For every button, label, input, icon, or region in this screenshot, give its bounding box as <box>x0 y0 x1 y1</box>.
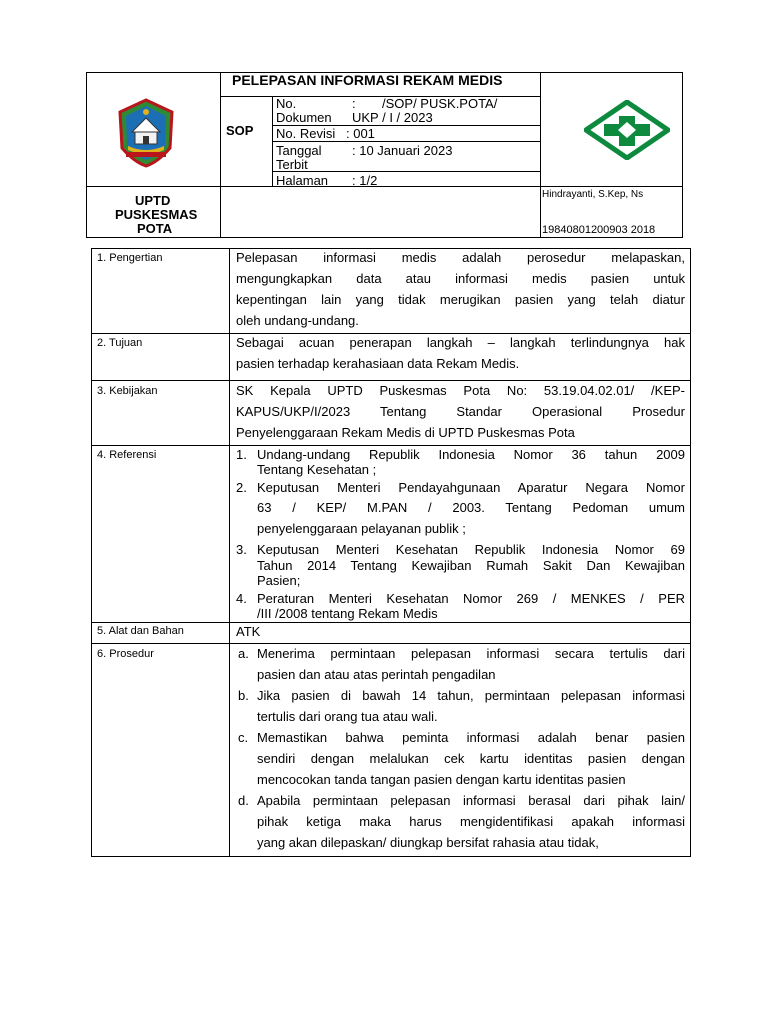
alat-bahan-value: ATK <box>236 624 261 639</box>
prosedur-line: yang akan dilepaskan/ diungkap bersifat rahasia atau tidak, <box>257 835 599 850</box>
pengertian-line: Pelepasan informasi medis adalah perosedur melapaskan, <box>236 250 685 265</box>
kebijakan-line: KAPUS/UKP/I/2023 Tentang Standar Operasional Prosedur <box>236 404 685 419</box>
section-label-pengertian: 1. Pengertian <box>97 252 163 264</box>
referensi-line: Tentang Kesehatan ; <box>257 462 377 477</box>
doc-number-label-1: No. <box>276 96 297 111</box>
referensi-line: Undang-undang Republik Indonesia Nomor 36 tahun 2009 <box>257 447 685 462</box>
referensi-line: /III /2008 tentang Rekam Medis <box>257 606 438 621</box>
prosedur-line: Apabila permintaan pelepasan informasi berasal dari pihak lain/ <box>257 793 685 808</box>
signatory-nip: 19840801200903 2018 <box>542 224 656 236</box>
referensi-line: penyelenggaraan pelayanan publik ; <box>257 521 466 536</box>
revision-value: : 001 <box>346 126 375 141</box>
prosedur-line: pasien dan atau atas perintah pengadilan <box>257 667 496 682</box>
prosedur-line: mencocokan tanda tangan pasien dengan kartu identitas pasien <box>257 772 626 787</box>
date-label-1: Tanggal <box>276 143 322 158</box>
pengertian-line: mengungkapkan data atau informasi medis pasien untuk <box>236 271 685 286</box>
prosedur-line: Memastikan bahwa peminta informasi adalah benar pasien <box>257 730 685 745</box>
prosedur-line: tertulis dari orang tua atau wali. <box>257 709 438 724</box>
referensi-line: Peraturan Menteri Kesehatan Nomor 269 / MENKES / PER <box>257 591 685 606</box>
referensi-line: Tahun 2014 Tentang Kewajiban Rumah Sakit Dan Kewajiban <box>257 558 685 573</box>
referensi-line: Keputusan Menteri Kesehatan Republik Indonesia Nomor 69 <box>257 542 685 557</box>
prosedur-line: sendiri dengan melalukan cek kartu identitas pasien dengan <box>257 751 685 766</box>
referensi-line: Keputusan Menteri Pendayahgunaan Aparatur Negara Nomor <box>257 480 685 495</box>
section-label-tujuan: 2. Tujuan <box>97 337 143 349</box>
prosedur-line: Jika pasien di bawah 14 tahun, permintaan pelepasan informasi <box>257 688 685 703</box>
sop-title: PELEPASAN INFORMASI REKAM MEDIS <box>232 72 503 88</box>
kebijakan-line: Penyelenggaraan Rekam Medis di UPTD Puskesmas Pota <box>236 425 575 440</box>
org-name-line1: UPTD <box>135 193 171 208</box>
prosedur-num: a. <box>238 646 249 661</box>
revision-label: No. Revisi <box>276 126 336 141</box>
tujuan-line: pasien terhadap kerahasiaan data Rekam Medis. <box>236 356 520 371</box>
pengertian-line: kepentingan lain yang tidak merugikan pasien yang telah diatur <box>236 292 685 307</box>
date-value: : 10 Januari 2023 <box>352 143 453 158</box>
signatory-name: Hindrayanti, S.Kep, Ns <box>542 189 644 200</box>
referensi-line: 63 / KEP/ M.PAN / 2003. Tentang Pedoman umum <box>257 500 685 515</box>
referensi-line: Pasien; <box>257 573 301 588</box>
doc-number-value-2: UKP / I / 2023 <box>352 110 433 125</box>
prosedur-line: Menerima permintaan pelepasan informasi secara tertulis dari <box>257 646 685 661</box>
doc-number-colon: : <box>352 96 356 111</box>
kebijakan-line: SK Kepala UPTD Puskesmas Pota No: 53.19.04.02.01/ /KEP- <box>236 383 685 398</box>
org-name-line2: PUSKESMAS <box>115 207 198 222</box>
pengertian-line: oleh undang-undang. <box>236 313 359 328</box>
tujuan-line: Sebagai acuan penerapan langkah – langkah terlindungnya hak <box>236 335 685 350</box>
referensi-num: 2. <box>236 480 247 495</box>
section-label-prosedur: 6. Prosedur <box>97 648 154 660</box>
prosedur-num: b. <box>238 688 249 703</box>
date-label-2: Terbit <box>276 157 308 172</box>
doc-number-value-1: /SOP/ PUSK.POTA/ <box>382 96 498 111</box>
referensi-num: 4. <box>236 591 247 606</box>
sop-label: SOP <box>226 123 254 138</box>
doc-number-label-2: Dokumen <box>276 110 332 125</box>
prosedur-line: pihak ketiga maka harus mengidentifikasi apakah informasi <box>257 814 685 829</box>
referensi-num: 3. <box>236 542 247 557</box>
section-label-kebijakan: 3. Kebijakan <box>97 385 158 397</box>
section-label-referensi: 4. Referensi <box>97 449 157 461</box>
referensi-num: 1. <box>236 447 247 462</box>
section-label-alat-bahan: 5. Alat dan Bahan <box>97 625 184 637</box>
prosedur-num: c. <box>238 730 249 745</box>
org-name-line3: POTA <box>137 221 173 236</box>
prosedur-num: d. <box>238 793 249 808</box>
puskesmas-cross-logo <box>584 100 670 160</box>
regency-seal-logo <box>118 98 174 168</box>
page-label: Halaman <box>276 173 329 188</box>
page-value: : 1/2 <box>352 173 378 188</box>
